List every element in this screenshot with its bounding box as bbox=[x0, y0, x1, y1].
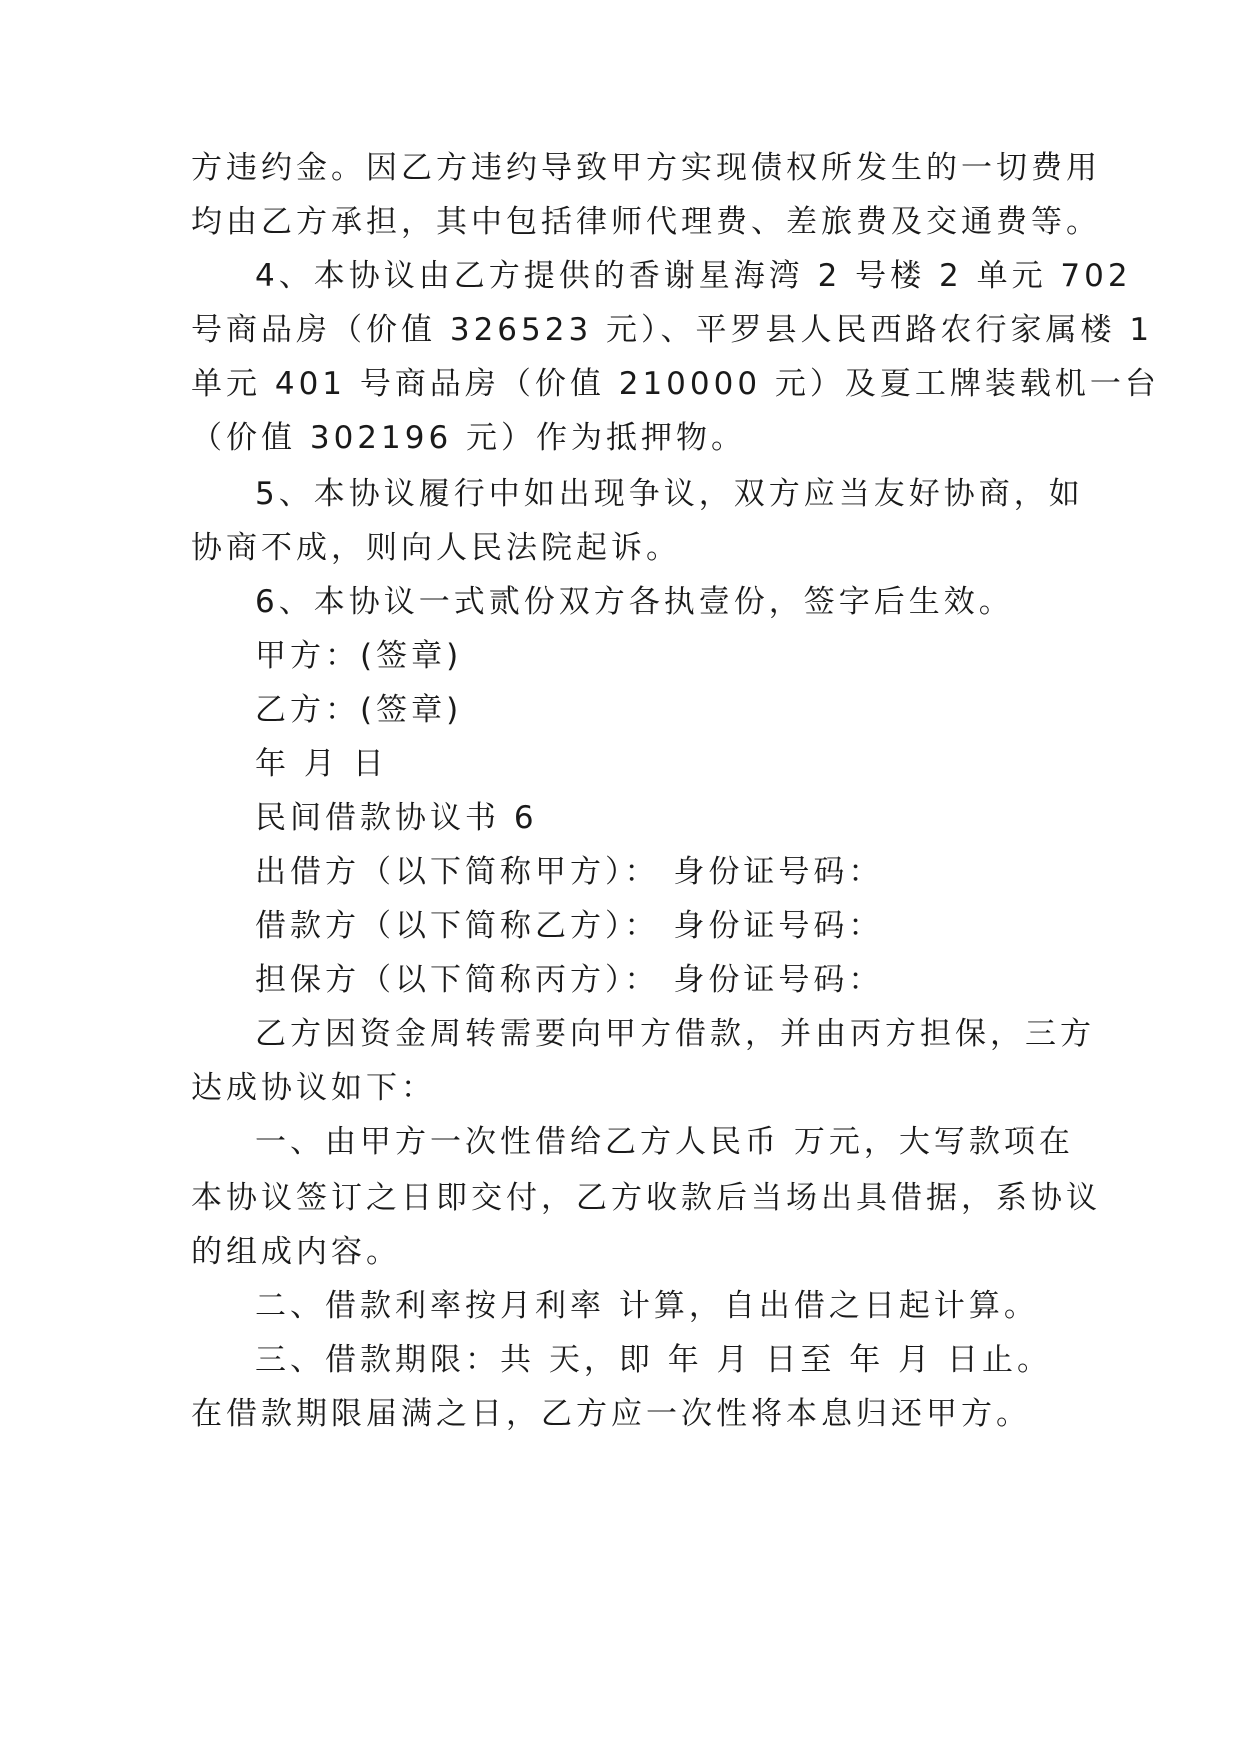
text-line: （价值 302196 元）作为抵押物。 bbox=[191, 420, 747, 456]
text-line: 担保方（以下简称丙方）： 身份证号码： bbox=[255, 962, 884, 998]
text-line: 6、本协议一式贰份双方各执壹份，签字后生效。 bbox=[255, 584, 1014, 620]
text-line: 出借方（以下简称甲方）： 身份证号码： bbox=[255, 854, 884, 890]
text-line: 三、借款期限：共 天，即 年 月 日至 年 月 日止。 bbox=[255, 1342, 1052, 1378]
section-title: 民间借款协议书 6 bbox=[255, 800, 538, 836]
text-line: 借款方（以下简称乙方）： 身份证号码： bbox=[255, 908, 884, 944]
text-line: 甲方：(签章) bbox=[255, 638, 463, 674]
text-line: 二、借款利率按月利率 计算，自出借之日起计算。 bbox=[255, 1288, 1039, 1324]
text-line: 一、由甲方一次性借给乙方人民币 万元，大写款项在 bbox=[255, 1124, 1074, 1160]
text-line: 的组成内容。 bbox=[191, 1234, 401, 1270]
text-line: 在借款期限届满之日，乙方应一次性将本息归还甲方。 bbox=[191, 1396, 1031, 1432]
text-line: 4、本协议由乙方提供的香谢星海湾 2 号楼 2 单元 702 bbox=[255, 258, 1132, 294]
text-line: 协商不成，则向人民法院起诉。 bbox=[191, 530, 681, 566]
text-line: 年 月 日 bbox=[255, 746, 388, 782]
text-line: 单元 401 号商品房（价值 210000 元）及夏工牌装载机一台 bbox=[191, 366, 1160, 402]
text-line: 均由乙方承担，其中包括律师代理费、差旅费及交通费等。 bbox=[191, 204, 1101, 240]
text-line: 乙方：(签章) bbox=[255, 692, 463, 728]
text-line: 乙方因资金周转需要向甲方借款，并由丙方担保，三方 bbox=[255, 1016, 1095, 1052]
text-line: 方违约金。因乙方违约导致甲方实现债权所发生的一切费用 bbox=[191, 150, 1101, 186]
text-line: 本协议签订之日即交付，乙方收款后当场出具借据，系协议 bbox=[191, 1180, 1101, 1216]
text-line: 号商品房（价值 326523 元）、平罗县人民西路农行家属楼 1 bbox=[191, 312, 1154, 348]
text-line: 5、本协议履行中如出现争议，双方应当友好协商，如 bbox=[255, 476, 1084, 512]
text-line: 达成协议如下： bbox=[191, 1070, 436, 1106]
